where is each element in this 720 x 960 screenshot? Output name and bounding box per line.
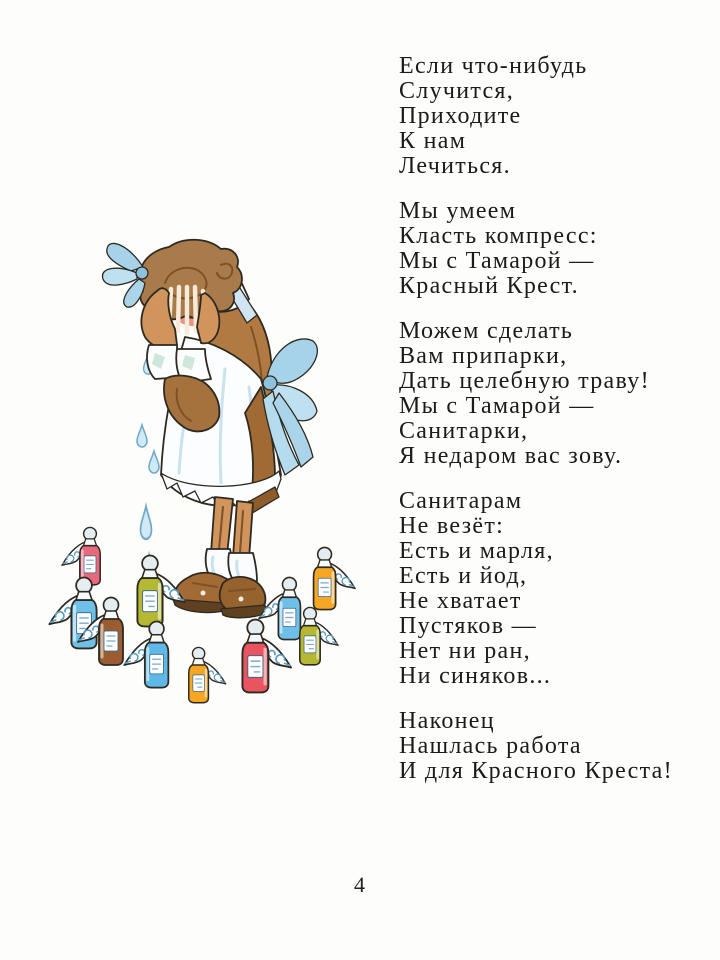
- poem-line: Не везёт:: [399, 513, 505, 539]
- girl-leg-right: [233, 501, 253, 559]
- poem-line: Можем сделать: [399, 318, 574, 344]
- poem-line: Класть компресс:: [399, 223, 598, 249]
- tear-drop: [141, 506, 152, 539]
- poem-line: Нет ни ран,: [399, 638, 531, 664]
- medicine-bottle: [137, 556, 184, 627]
- poem-stanza: [399, 199, 673, 299]
- poem-line: Есть и йод,: [399, 563, 528, 589]
- poem-text: [399, 54, 673, 804]
- poem-line: Нашлась работа: [399, 733, 582, 759]
- poem-line: Вам припарки,: [399, 343, 568, 369]
- poem-line: Красный Крест.: [399, 273, 579, 299]
- poem-line: Мы с Тамарой —: [399, 248, 595, 274]
- medicine-bottle: [124, 621, 168, 687]
- crying-girl-illustration: [25, 227, 375, 707]
- poem-line: Дать целебную траву!: [399, 368, 650, 394]
- crying-girl: [102, 240, 317, 618]
- poem-stanza: [399, 54, 673, 179]
- poem-stanza: [399, 709, 673, 784]
- poem-stanza: [399, 489, 673, 689]
- tear-drop: [137, 425, 147, 447]
- page-number: 4: [354, 872, 366, 897]
- poem-line: Я недаром вас зову.: [399, 443, 623, 469]
- poem-line: К нам: [399, 128, 467, 154]
- medicine-bottle: [300, 607, 338, 664]
- poem-line: Не хватает: [399, 588, 522, 614]
- poem-line: Санитарки,: [399, 418, 529, 444]
- poem-line: Случится,: [399, 78, 515, 104]
- poem-line: Есть и марля,: [399, 538, 554, 564]
- medicine-bottles: [49, 527, 355, 702]
- poem-line: Санитарам: [399, 488, 523, 514]
- poem-line: Лечиться.: [399, 153, 511, 179]
- tear-drops: [137, 354, 159, 582]
- medicine-bottle: [189, 647, 226, 702]
- poem-line: Наконец: [399, 708, 495, 734]
- medicine-bottle: [62, 527, 100, 584]
- poem-line: И для Красного Креста!: [399, 758, 673, 784]
- poem-stanza: [399, 319, 673, 469]
- poem-line: Пустяков —: [399, 613, 537, 639]
- medicine-bottle: [314, 547, 355, 609]
- medicine-bottle: [259, 577, 300, 639]
- poem-line: Мы умеем: [399, 198, 517, 224]
- tear-drop: [149, 451, 159, 473]
- poem-line: Если что-нибудь: [399, 53, 588, 79]
- poem-line: Ни синяков...: [399, 663, 552, 689]
- girl-boots: [173, 573, 267, 618]
- poem-line: Мы с Тамарой —: [399, 393, 595, 419]
- poem-line: Приходите: [399, 103, 522, 129]
